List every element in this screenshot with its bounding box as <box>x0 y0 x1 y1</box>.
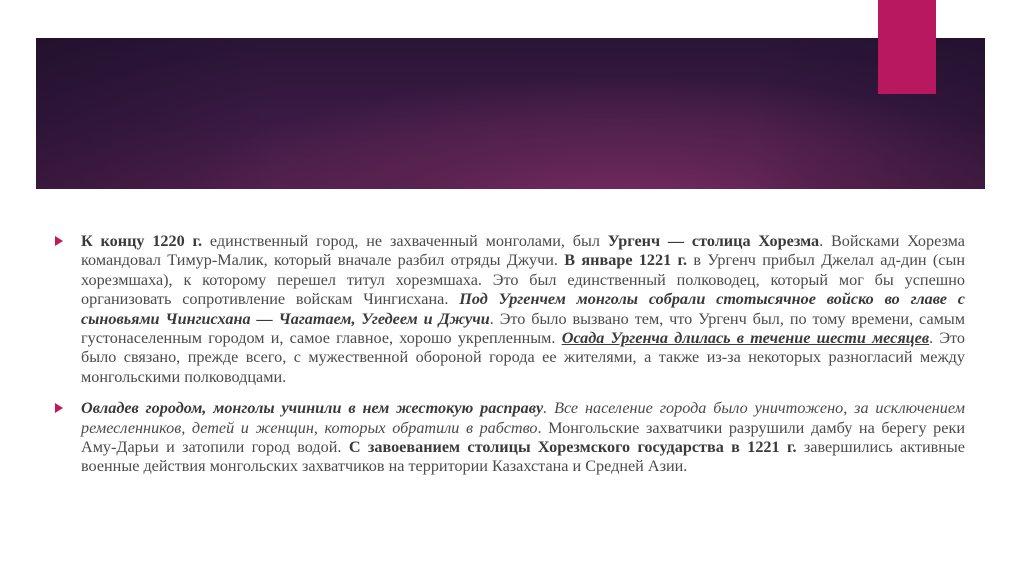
text-run: . Это было связано, прежде всего, с мужественной обороной города ее жителями, а также из-за некоторых разногласий между монгольскими полководцами. <box>81 329 965 386</box>
text-run: С завоеванием столицы Хорезмского государства в 1221 г. <box>348 438 797 457</box>
text-run: К концу 1220 г. <box>81 232 203 250</box>
text-run: Под Ургенчем монголы собрали стотысячное войско во главе с сыновьями Чингисхана — Чагатаем, Угедеем и Джучи <box>81 290 965 328</box>
bullet-icon <box>55 236 63 246</box>
text-run: единственный город, не захваченный монголами, был <box>202 232 608 250</box>
title-banner <box>36 38 985 189</box>
text-run: . Войсками Хорезма командовал Тимур-Малик, который вначале разбил отряды Джучи. <box>81 232 965 270</box>
text-run: Ургенч — столица Хорезма <box>607 232 820 250</box>
text-run: завершились активные военные действия монгольских захватчиков на территории Казахстана и Средней Азии. <box>81 438 965 476</box>
accent-bar <box>878 0 936 94</box>
text-run: . Это было вызвано тем, что Ургенч был, по тому времени, самым густонаселенным городом и, самое главное, хорошо укрепленным. <box>81 309 965 348</box>
text-run: . Монгольские захватчики разрушили дамбу на берегу реки Аму-Дарьи и затопили город водой. <box>81 418 965 457</box>
text-run: В январе 1221 г. <box>564 251 688 270</box>
text-run: Осада Ургенча длилась в течение шести месяцев <box>561 329 930 348</box>
text-run: в Ургенч прибыл Джелал ад-дин (сын хорезмшаха), к которому перешел титул хорезмшаха. Это был единственный полководец, который мог бы успешно организовать сопротивление войскам Чингисхана. <box>81 251 966 309</box>
text-run: Овладев городом, монголы учинили в нем жестокую расправу <box>81 399 544 418</box>
banner-shade <box>36 38 985 189</box>
bullet-paragraph-2 <box>55 399 965 477</box>
text-run: . Все население города было уничтожено, за исключением ремесленников, детей и женщин, которых обратили в рабство <box>81 399 965 437</box>
slide-body <box>55 232 965 489</box>
bullet-paragraph-1 <box>55 232 965 387</box>
bullet-icon <box>55 403 63 413</box>
